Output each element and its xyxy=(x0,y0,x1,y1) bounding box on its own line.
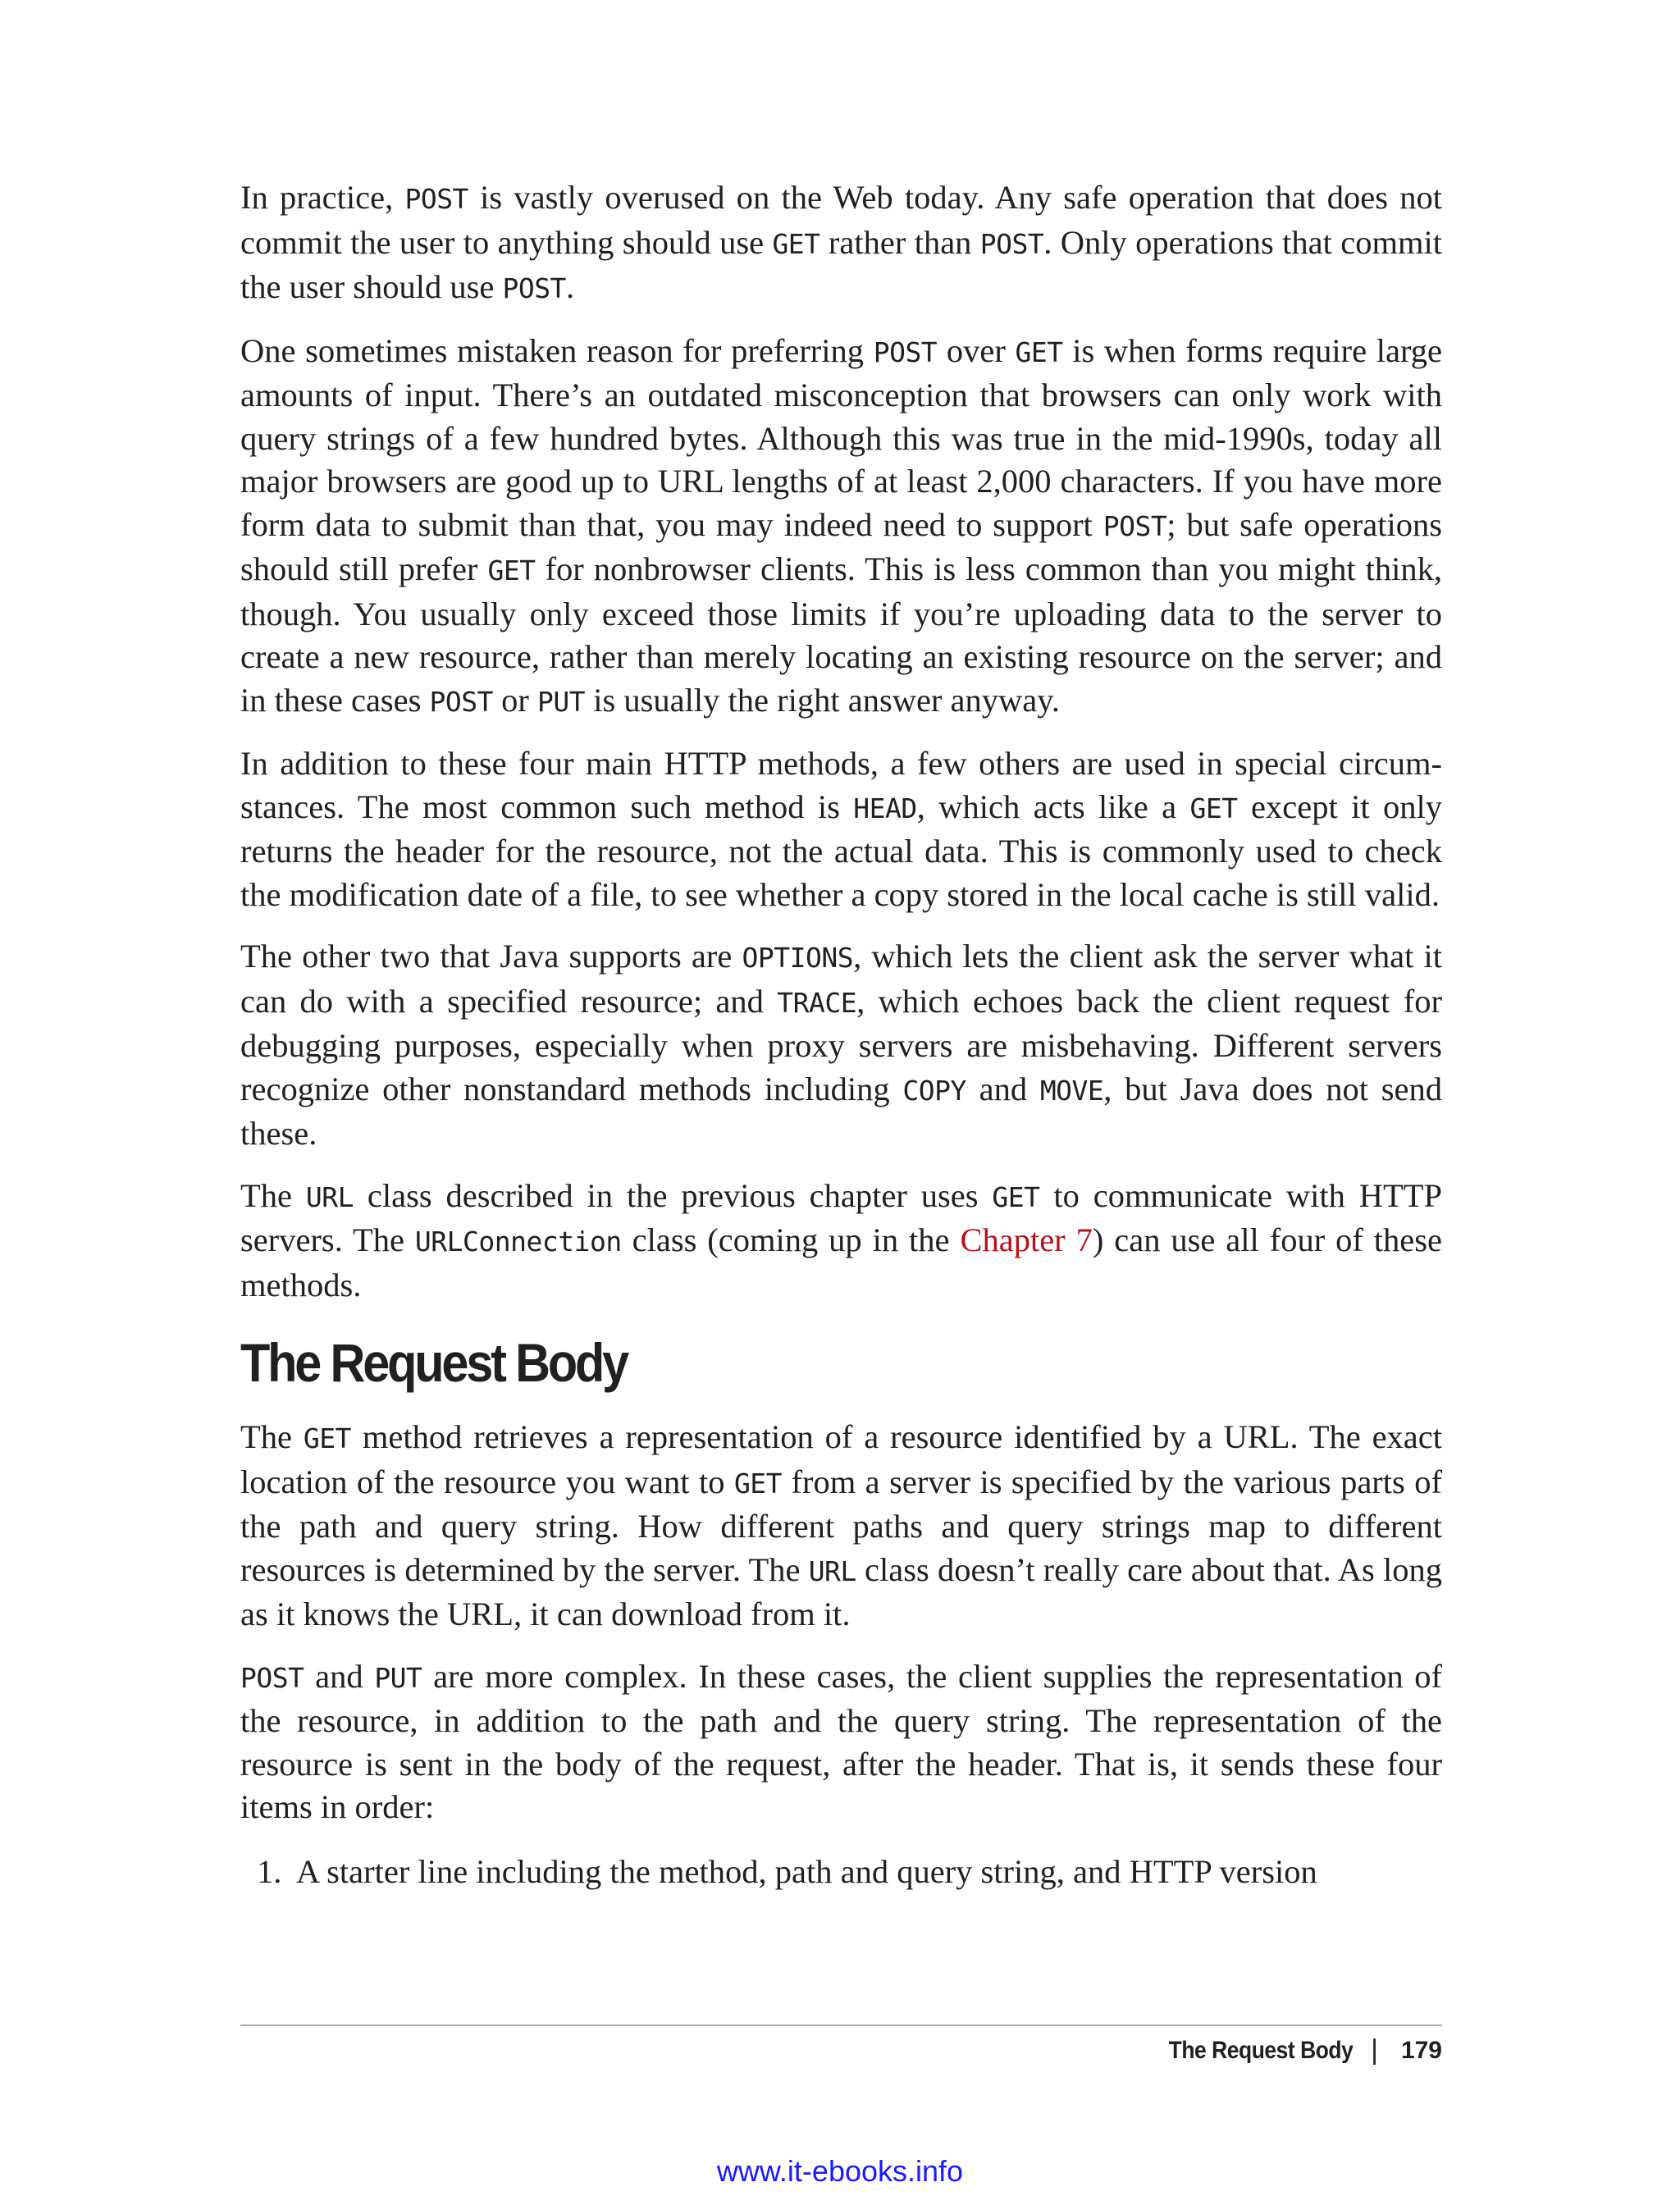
running-footer xyxy=(1144,2034,1442,2066)
text-run: and xyxy=(966,1070,1040,1107)
page-body xyxy=(240,176,1442,1893)
paragraph-post-put xyxy=(240,1655,1442,1829)
code-get: GET xyxy=(487,555,536,587)
list-item xyxy=(240,1851,1442,1894)
footer-separator: | xyxy=(1371,2034,1378,2066)
text-run: , which acts like a xyxy=(916,788,1190,825)
text-run: In practice, xyxy=(240,179,405,216)
code-get: GET xyxy=(1015,336,1063,368)
text-run: class described in the previous chapter uses xyxy=(353,1176,993,1214)
footer-section-title: The Request Body xyxy=(1168,2036,1354,2064)
text-run: is when forms require large amounts of input. There’s an outdated misconception that browsers can only work with query strings of a few hundred bytes. Although this was true in the mid-1990s, today all major browsers are good up to URL lengths of at least 2,000 characters. If you have more form data to submit than that, you may indeed need to support xyxy=(240,331,1442,543)
text-run: One sometimes mistaken reason for preferring xyxy=(240,331,874,369)
paragraph-head-method xyxy=(240,742,1442,916)
paragraph-url-class xyxy=(240,1175,1442,1308)
code-head: HEAD xyxy=(853,792,917,824)
code-post: POST xyxy=(1102,509,1167,542)
section-heading: The Request Body xyxy=(240,1332,628,1393)
code-post: POST xyxy=(429,685,494,718)
chapter-7-link[interactable]: Chapter 7 xyxy=(960,1221,1093,1258)
text-run: The other two that Java supports are xyxy=(240,938,742,975)
code-url: URL xyxy=(808,1554,856,1587)
code-post: POST xyxy=(979,227,1044,260)
text-run: ) can use all four of these methods. xyxy=(240,1221,1442,1303)
paragraph-post-overuse xyxy=(240,176,1442,311)
text-run: is usually the right answer anyway. xyxy=(585,681,1061,719)
text-run: or xyxy=(493,681,538,719)
text-run: class doesn’t really care about that. As long as it knows the URL, it can download from it. xyxy=(240,1550,1442,1632)
ordered-list xyxy=(240,1851,1442,1894)
text-run: for nonbrowser clients. This is less common than you might think, though. You usually only exceed those limits if you’re uploading data to the server to create a new resource, rather than merely locating an existing resource on the server; and in these cases xyxy=(240,550,1442,719)
text-run: The xyxy=(240,1176,306,1214)
text-run: The xyxy=(240,1418,304,1455)
text-run: rather than xyxy=(819,223,980,261)
paragraph-get-method xyxy=(240,1416,1442,1637)
code-post: POST xyxy=(873,336,938,368)
paragraph-options-trace xyxy=(240,935,1442,1156)
text-run: class (coming up in the xyxy=(621,1221,961,1258)
text-run: . xyxy=(565,268,575,305)
text-run: to communicate with HTTP servers. The xyxy=(240,1176,1442,1258)
text-run: from a server is specified by the various parts of the path and query string. How different paths and query strings map to different resources is determined by the server. The xyxy=(240,1463,1442,1588)
code-trace: TRACE xyxy=(777,986,857,1019)
text-run: is vastly overused on the Web today. Any safe operation that does not commit the user to anything should use xyxy=(240,179,1442,261)
code-get: GET xyxy=(772,227,820,260)
text-run: , which lets the client ask the server what it can do with a specified resource; and xyxy=(240,938,1442,1020)
code-urlconnection: URLConnection xyxy=(414,1226,622,1258)
code-put: PUT xyxy=(537,685,586,718)
code-move: MOVE xyxy=(1039,1074,1104,1107)
text-run: ; but safe operations should still prefer xyxy=(240,505,1442,587)
page-number: 179 xyxy=(1400,2036,1442,2064)
code-get: GET xyxy=(992,1180,1040,1213)
text-run: are more complex. In these cases, the client supplies the representation of the resource, in addition to the path and the query string. The representation of the resource is sent in the body of the request, after the header. That is, it sends these four items in order: xyxy=(240,1657,1443,1825)
text-run: method retrieves a representation of a resource identified by a URL. The exact location of the resource you want to xyxy=(240,1418,1443,1500)
text-run: , which echoes back the client request for debugging purposes, especially when proxy servers are misbehaving. Different servers recognize other nonstandard methods including xyxy=(240,982,1443,1107)
footer-rule xyxy=(240,2025,1442,2026)
code-post: POST xyxy=(240,1661,304,1694)
list-item-text: A starter line including the method, path and query string, and HTTP version xyxy=(296,1852,1317,1890)
code-copy: COPY xyxy=(902,1074,966,1107)
text-run: . Only operations that commit the user should use xyxy=(240,223,1442,305)
watermark-link[interactable]: www.it-ebooks.info xyxy=(716,2154,964,2188)
text-run: , but Java does not send these. xyxy=(240,1070,1442,1152)
code-get: GET xyxy=(303,1422,351,1454)
code-url: URL xyxy=(305,1180,354,1213)
code-post: POST xyxy=(502,272,566,304)
text-run: and xyxy=(304,1657,375,1695)
code-put: PUT xyxy=(374,1661,422,1694)
text-run: except it only returns the header for the resource, not the actual data. This is commonly used to check the modification date of a file, to see whether a copy stored in the local cache is still valid. xyxy=(240,788,1443,913)
list-item-number: 1. xyxy=(257,1852,282,1890)
code-post: POST xyxy=(404,183,468,215)
code-get: GET xyxy=(1189,792,1238,824)
code-get: GET xyxy=(733,1467,783,1500)
text-run: over xyxy=(937,331,1016,369)
paragraph-url-lengths xyxy=(240,330,1442,724)
code-options: OPTIONS xyxy=(742,942,854,974)
text-run: In addition to these four main HTTP methods, a few others are used in special circum‐ stances. The most common such method is xyxy=(240,745,1442,825)
